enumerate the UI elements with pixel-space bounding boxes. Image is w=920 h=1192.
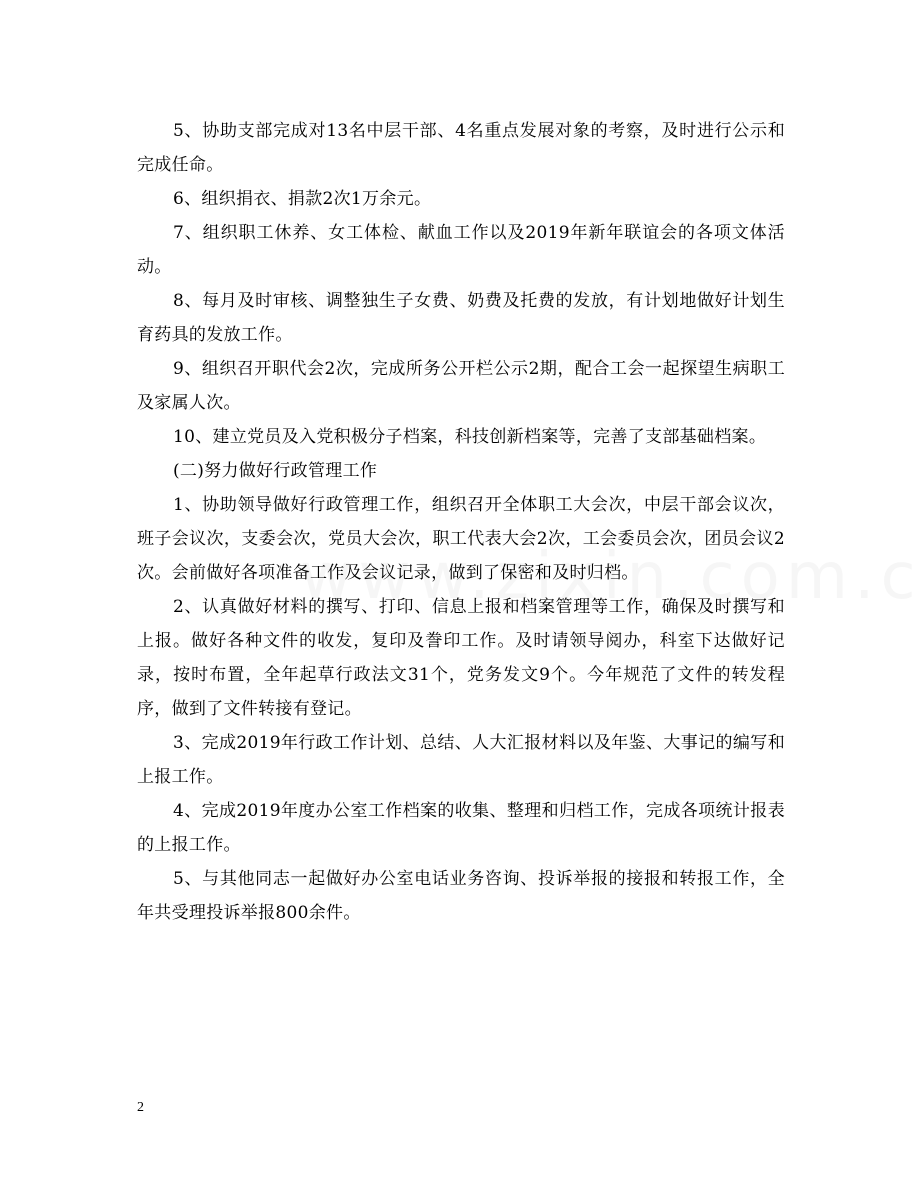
paragraph-item-1-meetings: 1、协助领导做好行政管理工作，组织召开全体职工大会次，中层干部会议次，班子会议次，支委会次，党员大会次，职工代表大会2次，工会委员会次，团员会议2次。会前做好各项准备工作及会议记录，做到了保密和及时归档。 — [137, 495, 785, 583]
paragraph-item-5-complaints: 5、与其他同志一起做好办公室电话业务咨询、投诉举报的接报和转报工作，全年共受理投诉举报800余件。 — [137, 869, 785, 923]
document-body — [137, 114, 785, 930]
paragraph-item-4-filing: 4、完成2019年度办公室工作档案的收集、整理和归档工作，完成各项统计报表的上报工作。 — [137, 801, 785, 855]
paragraph-item-7-activities: 7、组织职工休养、女工体检、献血工作以及2019年新年联谊会的各项文体活动。 — [137, 223, 785, 277]
paragraph-item-10-archives: 10、建立党员及入党积极分子档案，科技创新档案等，完善了支部基础档案。 — [173, 427, 767, 447]
paragraph-item-2-documents: 2、认真做好材料的撰写、打印、信息上报和档案管理等工作，确保及时撰写和上报。做好各种文件的收发，复印及誊印工作。及时请领导阅办，科室下达做好记录，按时布置，全年起草行政法文31个，党务发文9个。今年规范了文件的转发程序，做到了文件转接有登记。 — [137, 597, 785, 719]
paragraph-item-3-plans: 3、完成2019年行政工作计划、总结、人大汇报材料以及年鉴、大事记的编写和上报工作。 — [137, 733, 785, 787]
section-heading: (二)努力做好行政管理工作 — [173, 461, 378, 481]
page-number: 2 — [137, 1100, 144, 1115]
paragraph-item-8-fees: 8、每月及时审核、调整独生子女费、奶费及托费的发放，有计划地做好计划生育药具的发放工作。 — [137, 291, 785, 345]
paragraph-item-5-party: 5、协助支部完成对13名中层干部、4名重点发展对象的考察，及时进行公示和完成任命。 — [137, 121, 785, 175]
paragraph-item-9-congress: 9、组织召开职代会2次，完成所务公开栏公示2期，配合工会一起探望生病职工及家属人次。 — [137, 359, 785, 413]
paragraph-item-6-donation: 6、组织捐衣、捐款2次1万余元。 — [173, 189, 432, 209]
